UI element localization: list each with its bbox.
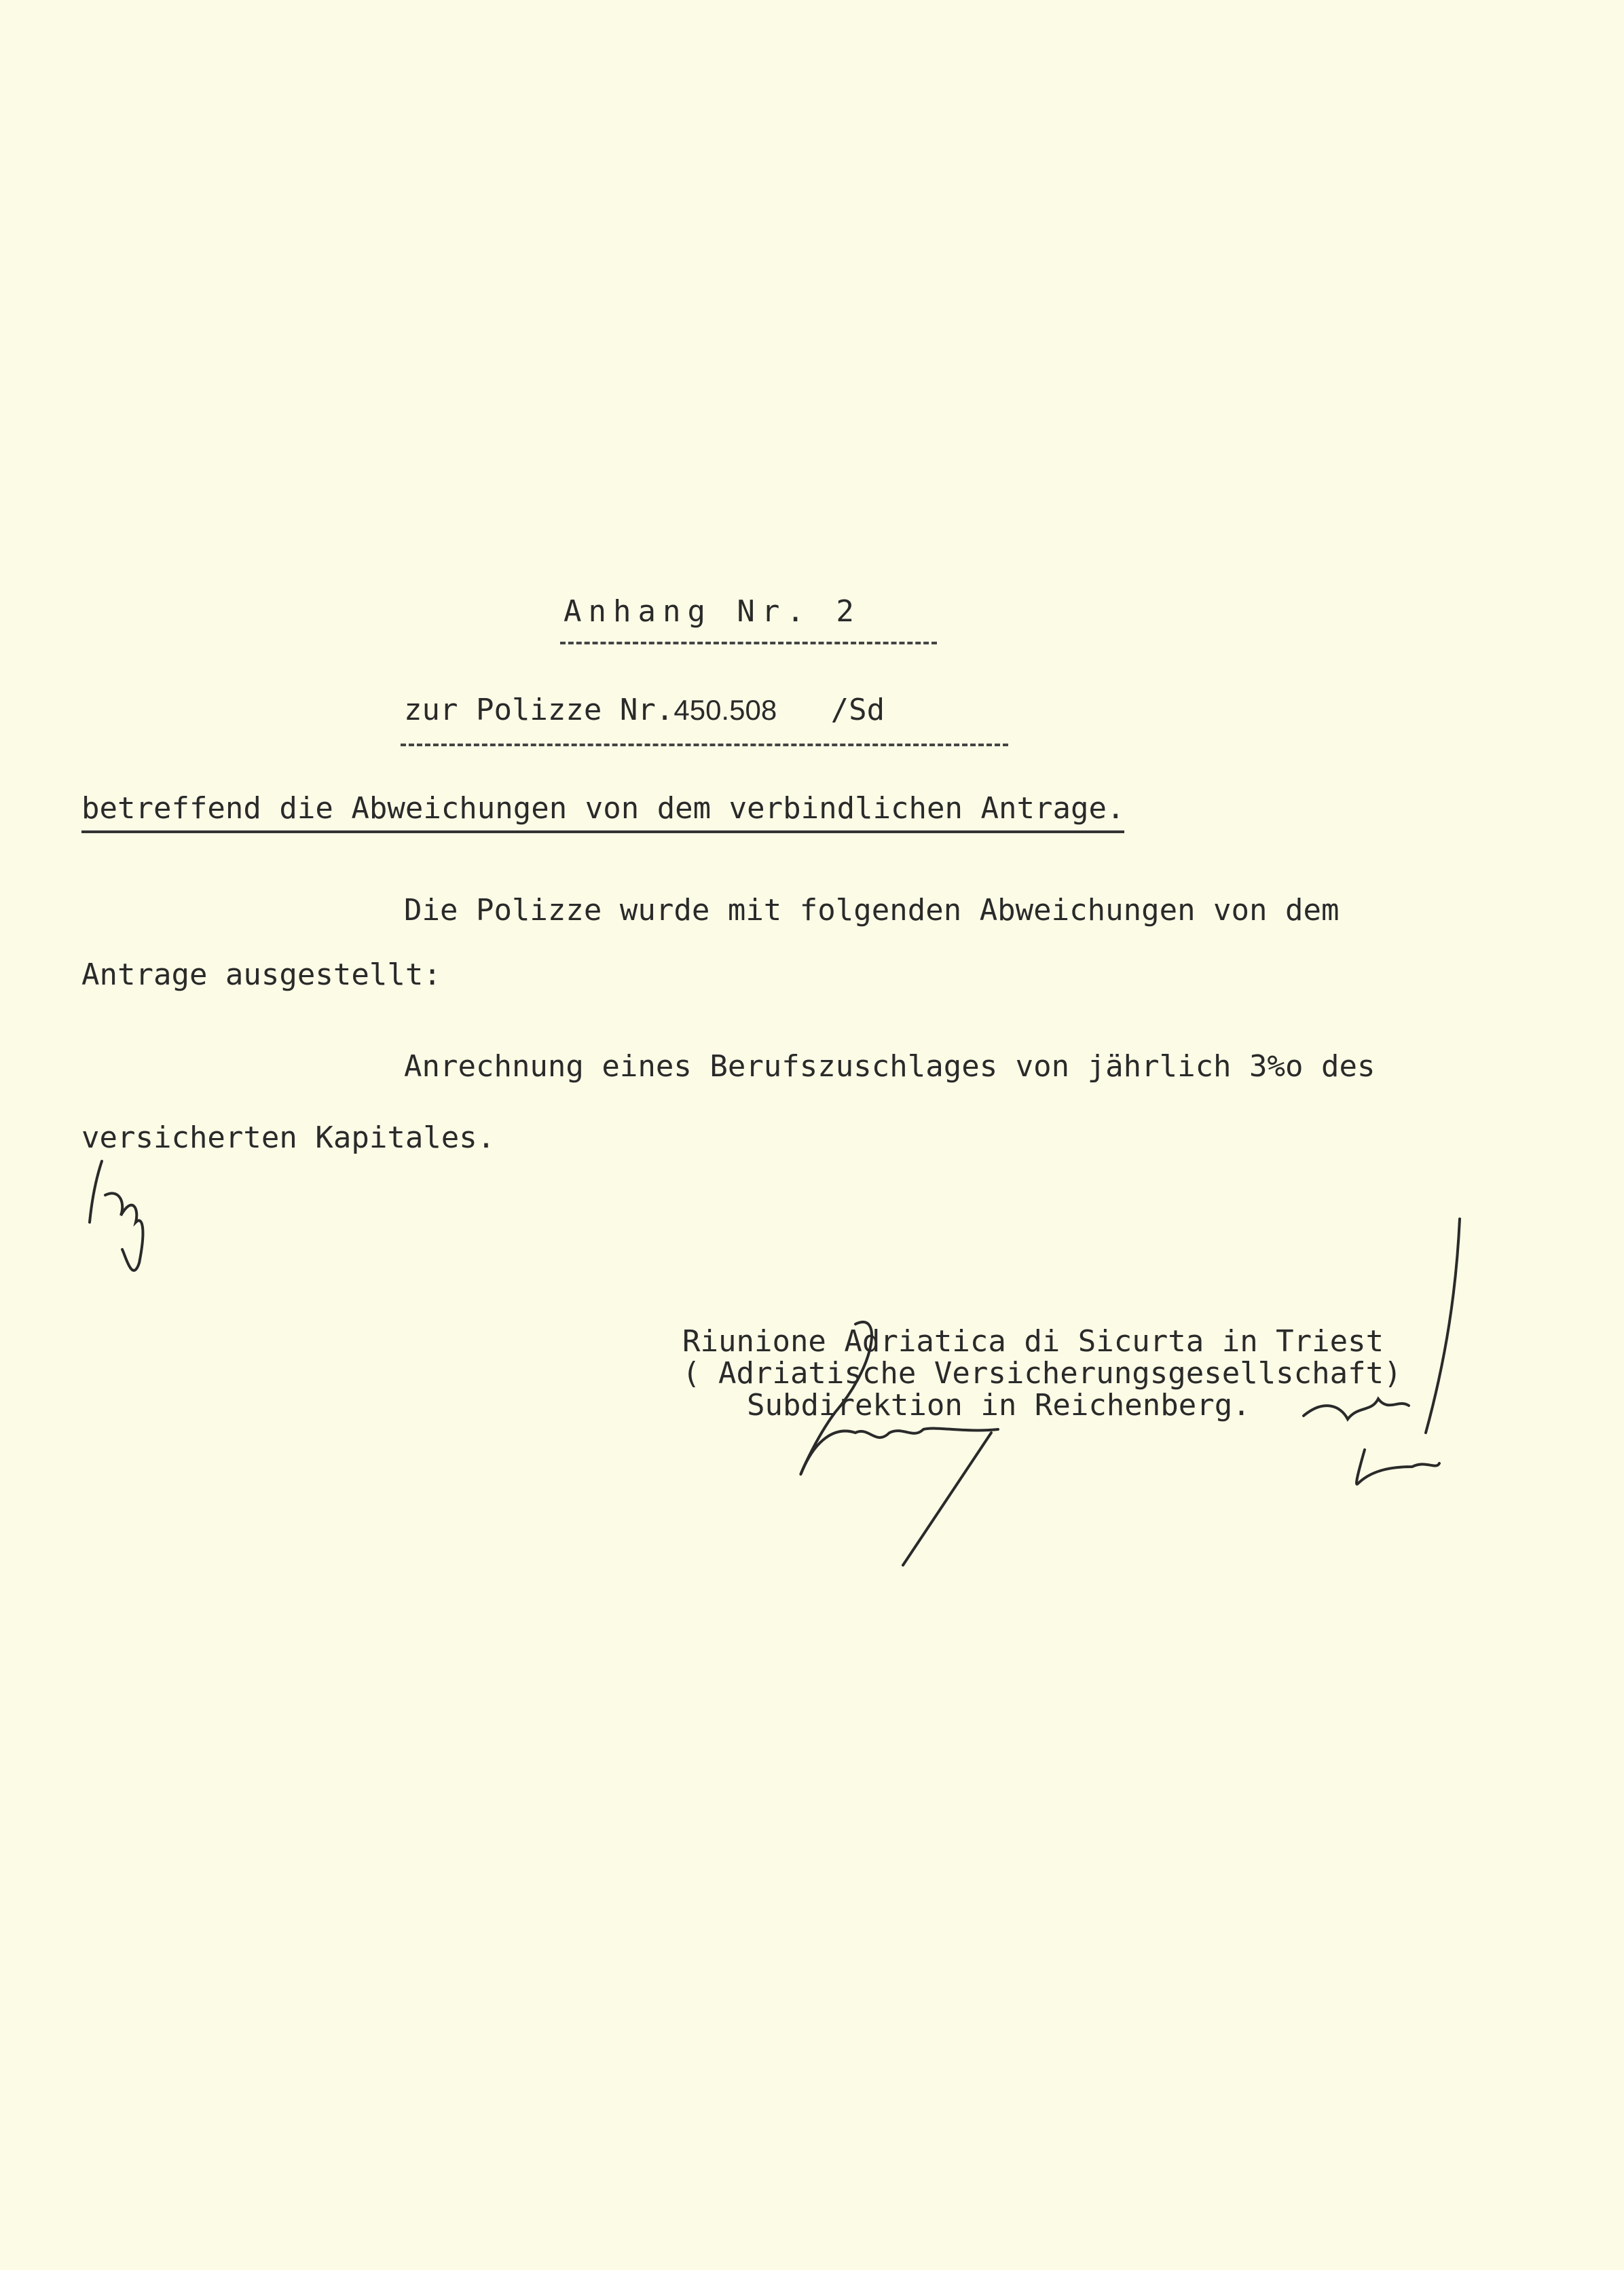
document-title: Anhang Nr. 2 (564, 594, 861, 629)
subject-line: betreffend die Abweichungen von dem verbindlichen Antrage. (81, 791, 1124, 833)
policy-number: 450.508 (673, 694, 777, 726)
policy-reference (404, 693, 885, 728)
handwritten-initials (90, 1161, 143, 1270)
paragraph1-line1: Die Polizze wurde mit folgenden Abweichungen von dem (404, 893, 1340, 928)
paragraph2-line2: versicherten Kapitales. (81, 1120, 496, 1155)
paragraph2-line1: Anrechnung eines Berufszuschlages von jährlich 3%o des (404, 1049, 1376, 1084)
company-branch-line: Subdirektion in Reichenberg. (747, 1388, 1251, 1423)
handwritten-signature-stroke (903, 1433, 991, 1565)
policy-suffix: /Sd (830, 693, 885, 727)
company-name-line: Riunione Adriatica di Sicurta in Triest (682, 1324, 1384, 1359)
handwritten-paraph (1357, 1450, 1439, 1484)
policy-underline (401, 744, 1008, 746)
company-german-name-line: ( Adriatische Versicherungsgesellschaft) (682, 1356, 1402, 1391)
policy-prefix: zur Polizze Nr. (404, 693, 674, 727)
title-underline (560, 642, 937, 644)
paragraph1-line2: Antrage ausgestellt: (81, 957, 441, 992)
